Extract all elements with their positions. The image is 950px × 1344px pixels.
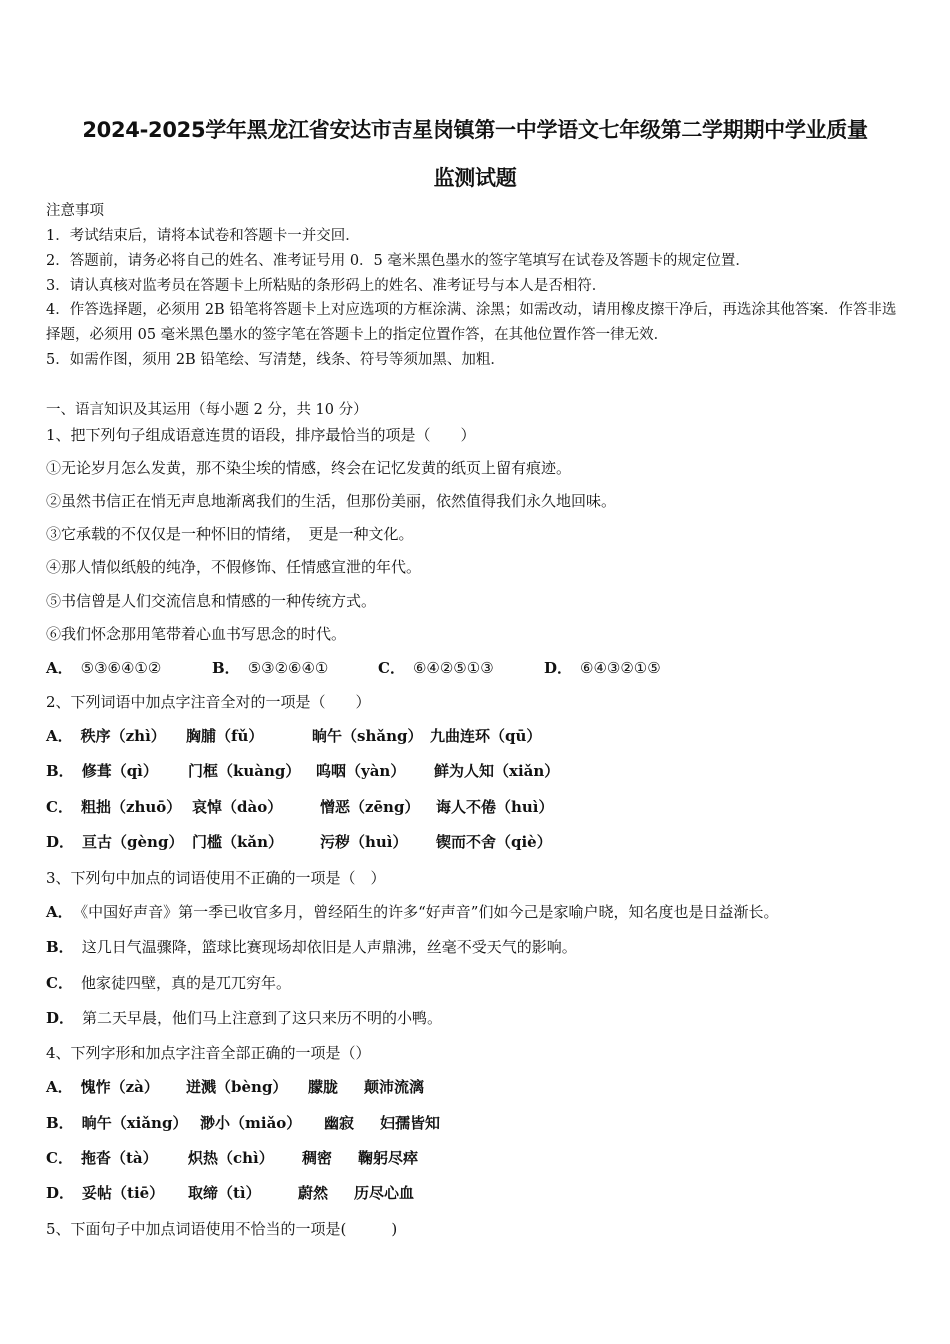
option-word: 渺小（miǎo） (200, 1114, 302, 1132)
option-word: 哀悼（dào） (192, 798, 283, 816)
question-1-option-b[interactable]: B． ⑤③②⑥④① (212, 659, 329, 677)
option-word: 拖沓（tà） (80, 1149, 158, 1167)
question-3-option-b[interactable]: B． 这几日气温骤降，篮球比赛现场却依旧是人声鼎沸，丝毫不受天气的影响。 (46, 938, 577, 956)
option-word: 呜咽（yàn） (316, 762, 406, 780)
section-1-heading: 一、语言知识及其运用（每小题 2 分，共 10 分） (46, 402, 368, 418)
option-word: 稠密 (302, 1149, 333, 1167)
question-1-option-d[interactable]: D． ⑥④③②①⑤ (544, 659, 661, 677)
option-word: 朦胧 (308, 1078, 339, 1096)
option-word: 愧怍（zà） (80, 1078, 159, 1096)
notice-item-1: 1．考试结束后，请将本试卷和答题卡一并交回． (46, 228, 360, 244)
question-2-option-c[interactable]: C． 粗拙（zhuō） 哀悼（dào） 憎恶（zēng） 诲人不倦（huì） (46, 798, 554, 816)
option-word: 取缔（tì） (188, 1184, 261, 1202)
question-5-stem: 5、下面句子中加点词语使用不恰当的一项是( ) (46, 1220, 398, 1238)
question-4-stem: 4、下列字形和加点字注音全部正确的一项是（） (46, 1044, 371, 1062)
notice-item-3: 3．请认真核对监考员在答题卡上所粘贴的条形码上的姓名、准考证号与本人是否相符． (46, 278, 607, 294)
option-word: 幽寂 (324, 1114, 355, 1132)
question-3-option-d[interactable]: D． 第二天早晨，他们马上注意到了这只来历不明的小鸭。 (46, 1009, 443, 1027)
question-2-option-d[interactable]: D． 亘古（gèng） 门槛（kǎn） 污秽（huì） 锲而不舍（qiè） (46, 833, 552, 851)
option-word: 炽热（chì） (188, 1149, 274, 1167)
option-word: 胸脯（fǔ） (186, 727, 264, 745)
option-word: 鲜为人知（xiǎn） (434, 762, 560, 780)
question-1-sentence-5: ⑤书信曾是人们交流信息和情感的一种传统方式。 (46, 592, 377, 610)
question-4-option-c[interactable]: C． 拖沓（tà） 炽热（chì） 稠密 鞠躬尽瘁 (46, 1149, 419, 1167)
question-2-option-a[interactable]: A． 秩序（zhì） 胸脯（fǔ） 晌午（shǎng） 九曲连环（qū） (46, 727, 542, 745)
option-word: 亘古（gèng） (82, 833, 184, 851)
question-1-options (46, 658, 661, 678)
option-word: 妥帖（tiē） (82, 1184, 165, 1202)
option-word: 晌午（xiǎng） (81, 1114, 188, 1132)
notice-heading: 注意事项 (46, 203, 104, 219)
question-4-option-d[interactable]: D． 妥帖（tiē） 取缔（tì） 蔚然 历尽心血 (46, 1184, 415, 1202)
option-word: 鞠躬尽瘁 (358, 1149, 419, 1167)
option-word: 污秽（huì） (320, 833, 408, 851)
question-1-sentence-1: ①无论岁月怎么发黄，那不染尘埃的情感，终会在记忆发黄的纸页上留有痕迹。 (46, 459, 572, 477)
question-1-sentence-4: ④那人情似纸般的纯净，不假修饰、任情感宣泄的年代。 (46, 558, 422, 576)
question-4-option-b[interactable]: B． 晌午（xiǎng） 渺小（miǎo） 幽寂 妇孺皆知 (46, 1114, 441, 1132)
option-word: 妇孺皆知 (380, 1114, 441, 1132)
option-word: 秩序（zhì） (80, 727, 166, 745)
question-3-stem: 3、下列句中加点的词语使用不正确的一项是（ ） (46, 869, 386, 887)
question-3-option-c[interactable]: C． 他家徒四壁，真的是兀兀穷年。 (46, 974, 291, 992)
question-1-sentence-3: ③它承载的不仅仅是一种怀旧的情绪， 更是一种文化。 (46, 525, 414, 543)
notice-item-5: 5．如需作图，须用 2B 铅笔绘、写清楚，线条、符号等须加黑、加粗． (46, 352, 505, 368)
question-1-option-a[interactable]: A． ⑤③⑥④①② (46, 659, 162, 677)
notice-item-4: 4．作答选择题，必须用 2B 铅笔将答题卡上对应选项的方框涂满、涂黑；如需改动，请用橡皮擦干净后，再选涂其他答案．作答非选择题，必须用 05 毫米黑色墨水的签字笔在答题卡上的指定位置作答，在其他位置作答一律无效． (46, 302, 897, 343)
notice-item-2: 2．答题前，请务必将自己的姓名、准考证号用 0．5 毫米黑色墨水的签字笔填写在试卷及答题卡的规定位置． (46, 253, 750, 269)
option-word: 诲人不倦（huì） (436, 798, 554, 816)
page-title-line-2: 监测试题 (433, 166, 517, 190)
option-word: 历尽心血 (354, 1184, 415, 1202)
option-word: 九曲连环（qū） (430, 727, 542, 745)
option-word: 锲而不舍（qiè） (436, 833, 552, 851)
question-2-stem: 2、下列词语中加点字注音全对的一项是（ ） (46, 693, 371, 711)
option-word: 迸溅（bèng） (186, 1078, 288, 1096)
question-2-option-b[interactable]: B． 修葺（qì） 门框（kuàng） 呜咽（yàn） 鲜为人知（xiǎn） (46, 762, 560, 780)
option-word: 蔚然 (298, 1184, 329, 1202)
question-1-option-c[interactable]: C． ⑥④②⑤①③ (378, 659, 494, 677)
option-word: 门框（kuàng） (188, 762, 301, 780)
page-title-line-1: 2024-2025学年黑龙江省安达市吉星岗镇第一中学语文七年级第二学期期中学业质量 (82, 118, 868, 142)
question-4-option-a[interactable]: A． 愧怍（zà） 迸溅（bèng） 朦胧 颠沛流漓 (46, 1078, 425, 1096)
question-3-option-a[interactable]: A． 《中国好声音》第一季已收官多月，曾经陌生的许多“好声音”们如今己是家喻户晓，知名度也是日益渐长。 (46, 903, 779, 921)
option-word: 修葺（qì） (81, 762, 158, 780)
question-1-sentence-2: ②虽然书信正在悄无声息地渐离我们的生活，但那份美丽，依然值得我们永久地回味。 (46, 492, 617, 510)
question-1-stem: 1、把下列句子组成语意连贯的语段，排序最恰当的项是（ ） (46, 426, 476, 444)
question-1-sentence-6: ⑥我们怀念那用笔带着心血书写思念的时代。 (46, 625, 347, 643)
option-word: 门槛（kǎn） (192, 833, 284, 851)
option-word: 晌午（shǎng） (312, 727, 423, 745)
option-word: 憎恶（zēng） (320, 798, 420, 816)
option-word: 颠沛流漓 (364, 1078, 425, 1096)
option-word: 粗拙（zhuō） (80, 798, 182, 816)
